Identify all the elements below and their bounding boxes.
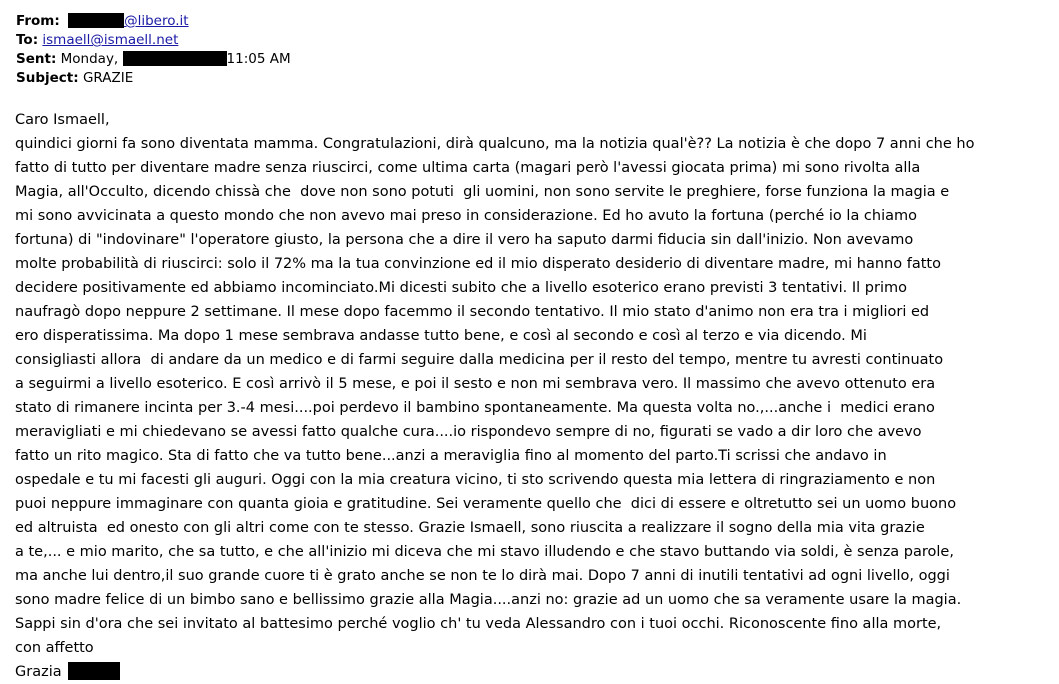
subject-label: Subject: (16, 70, 79, 86)
from-row (16, 12, 291, 31)
body-line: consigliasti allora di andare da un medico e di farmi seguire dalla medicina per il resto del tempo, mentre tu avresti continuato (15, 352, 944, 368)
redaction-block (68, 662, 120, 680)
body-line: fortuna) di "indovinare" l'operatore giusto, la persona che a dire il vero ha saputo darmi fiducia sin dall'inizio. Non avevamo (15, 232, 914, 248)
to-address-link[interactable]: ismaell@ismaell.net (42, 32, 179, 48)
body-line: ero disperatissima. Ma dopo 1 mese sembrava andasse tutto bene, e così al secondo e così al terzo e via dicendo. Mi (15, 328, 867, 344)
subject-row (16, 69, 291, 88)
body-line: fatto di tutto per diventare madre senza riuscirci, come ultima carta (magari però l'avessi giocata prima) mi sono rivolta alla (15, 160, 921, 176)
signature-name: Grazia (15, 664, 62, 680)
subject-value: GRAZIE (82, 70, 134, 86)
body-line: fatto un rito magico. Sta di fatto che va tutto bene...anzi a meraviglia fino al momento del parto.Ti scrissi che andavo in (15, 448, 887, 464)
redaction-block (123, 51, 227, 66)
email-body (15, 108, 1055, 684)
greeting-line: Caro Ismaell, (15, 112, 110, 128)
signature-line (15, 660, 1055, 684)
body-line: naufragò dopo neppure 2 settimane. Il mese dopo facemmo il secondo tentativo. Il mio stato d'animo non era tra i migliori ed (15, 304, 930, 320)
sent-day: Monday, (60, 51, 119, 67)
body-line: ed altruista ed onesto con gli altri come con te stesso. Grazie Ismaell, sono riuscita a realizzare il sogno della mia vita grazie (15, 520, 925, 536)
body-line: meravigliati e mi chiedevano se avessi fatto qualche cura....io rispondevo sempre di no, figurati se vado a dir loro che avevo (15, 424, 922, 440)
to-label: To: (16, 32, 39, 48)
body-line: molte probabilità di riuscirci: solo il 72% ma la tua convinzione ed il mio disperato desiderio di diventare madre, mi hanno fatto (15, 256, 941, 272)
body-line: puoi neppure immaginare con quanta gioia e gratitudine. Sei veramente quello che dici di essere e oltretutto sei un uomo buono (15, 496, 957, 512)
body-line: Magia, all'Occulto, dicendo chissà che dove non sono potuti gli uomini, non sono servite le preghiere, forse funziona la magia e (15, 184, 950, 200)
body-line: con affetto (15, 640, 94, 656)
from-label: From: (16, 13, 60, 29)
from-address-link[interactable]: @libero.it (124, 13, 189, 29)
redaction-block (68, 13, 124, 28)
body-line: ospedale e tu mi facesti gli auguri. Oggi con la mia creatura vicino, ti sto scrivendo questa mia lettera di ringraziamento e non (15, 472, 936, 488)
body-line: quindici giorni fa sono diventata mamma. Congratulazioni, dirà qualcuno, ma la notizia qual'è?? La notizia è che dopo 7 anni che ho (15, 136, 975, 152)
body-line: Sappi sin d'ora che sei invitato al battesimo perché voglio ch' tu veda Alessandro con i tuoi occhi. Riconoscente fino alla morte, (15, 616, 942, 632)
body-line: sono madre felice di un bimbo sano e bellissimo grazie alla Magia....anzi no: grazie ad un uomo che sa veramente usare la magia. (15, 592, 962, 608)
sent-row (16, 50, 291, 69)
sent-time: 11:05 AM (226, 51, 291, 67)
body-line: a seguirmi a livello esoterico. E così arrivò il 5 mese, e poi il sesto e non mi sembrava vero. Il massimo che avevo ottenuto era (15, 376, 936, 392)
email-header (16, 12, 291, 88)
body-line: mi sono avvicinata a questo mondo che non avevo mai preso in considerazione. Ed ho avuto la fortuna (perché io la chiamo (15, 208, 918, 224)
body-line: decidere positivamente ed abbiamo incominciato.Mi dicesti subito che a livello esoterico erano previsti 3 tentativi. Il primo (15, 280, 907, 296)
body-line: a te,... e mio marito, che sa tutto, e che all'inizio mi diceva che mi stavo illudendo e che stavo buttando via soldi, è senza parole, (15, 544, 954, 560)
to-row (16, 31, 291, 50)
sent-label: Sent: (16, 51, 57, 67)
body-line: stato di rimanere incinta per 3.-4 mesi....poi perdevo il bambino spontaneamente. Ma questa volta no.,...anche i medici erano (15, 400, 935, 416)
body-line: ma anche lui dentro,il suo grande cuore ti è grato anche se non te lo dirà mai. Dopo 7 anni di inutili tentativi ad ogni livello, oggi (15, 568, 950, 584)
